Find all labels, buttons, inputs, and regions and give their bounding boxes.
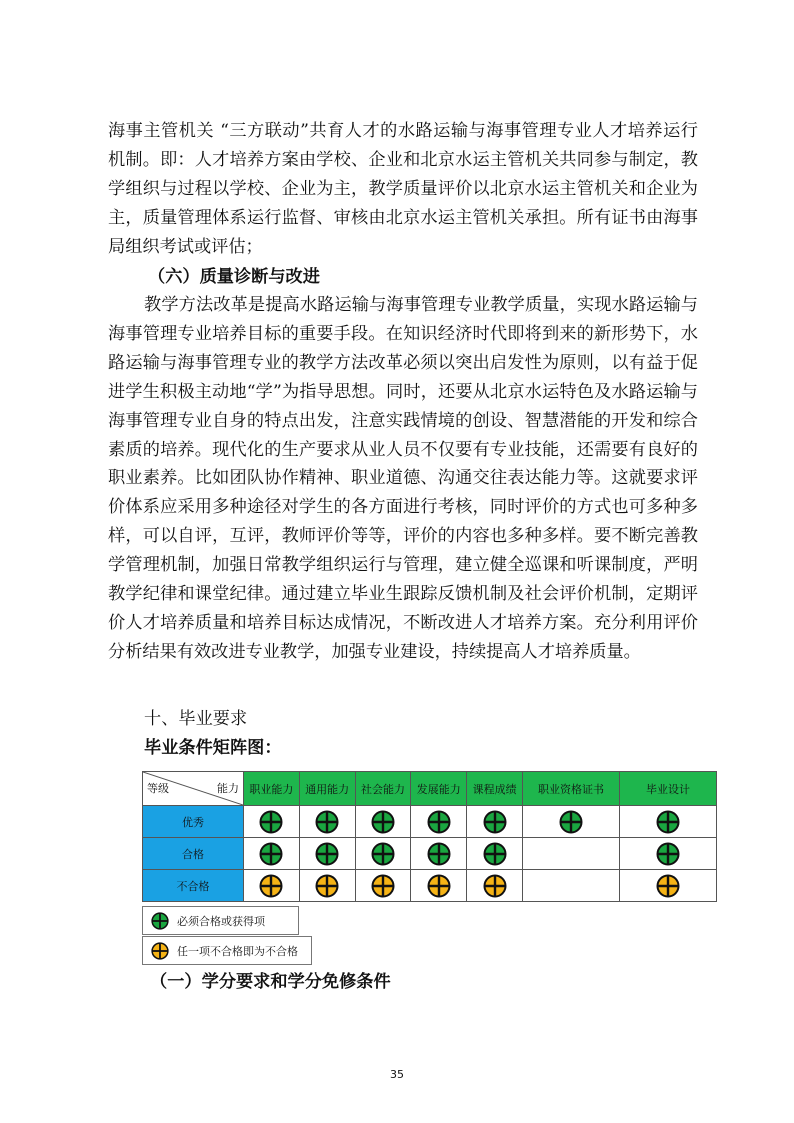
paragraph-mechanism: 海事主管机关 “三方联动”共育人才的水路运输与海事管理专业人才培养运行机制。即：人才培养方案由学校、企业和北京水运主管机关共同参与制定，教学组织与过程以学校、企业为主，教学质量评价以北京水运主管机关和企业为主，质量管理体系运行监督、审核由北京水运主管机关承担。所有证书由海事局组织考试或评估；	[108, 121, 698, 257]
green-plus-circle-icon	[427, 842, 451, 866]
green-plus-circle-icon	[483, 810, 507, 834]
yellow-plus-circle-icon	[427, 874, 451, 898]
column-header: 社会能力	[355, 772, 411, 806]
green-plus-circle-icon	[656, 810, 680, 834]
green-plus-circle-icon	[315, 810, 339, 834]
matrix-cell	[244, 806, 300, 838]
matrix-cell	[299, 838, 355, 870]
column-header: 职业资格证书	[523, 772, 620, 806]
matrix-row	[143, 806, 717, 838]
section-heading-quality-diagnosis: （六）质量诊断与改进	[148, 267, 320, 287]
grade-label: 合格	[143, 838, 244, 870]
section-heading-credit: （一）学分要求和学分免修条件	[150, 972, 391, 992]
legend-fail	[142, 936, 312, 965]
column-header: 职业能力	[244, 772, 300, 806]
yellow-plus-circle-icon	[151, 942, 169, 960]
section-heading-graduation: 十、毕业要求	[144, 709, 248, 729]
column-header: 毕业设计	[620, 772, 717, 806]
matrix-cell	[620, 870, 717, 902]
matrix-cell	[467, 870, 523, 902]
graduation-matrix-table	[142, 771, 717, 902]
green-plus-circle-icon	[483, 842, 507, 866]
matrix-cell	[244, 838, 300, 870]
green-plus-circle-icon	[427, 810, 451, 834]
yellow-plus-circle-icon	[315, 874, 339, 898]
green-plus-circle-icon	[559, 810, 583, 834]
green-plus-circle-icon	[371, 810, 395, 834]
yellow-plus-circle-icon	[259, 874, 283, 898]
matrix-cell	[467, 838, 523, 870]
matrix-cell	[411, 806, 467, 838]
grade-label: 不合格	[143, 870, 244, 902]
matrix-cell	[523, 806, 620, 838]
corner-ability-label: 能力	[217, 782, 239, 795]
green-plus-circle-icon	[259, 842, 283, 866]
matrix-cell	[523, 870, 620, 902]
column-header: 课程成绩	[467, 772, 523, 806]
grade-label: 优秀	[143, 806, 244, 838]
legend-fail-label: 任一项不合格即为不合格	[177, 944, 298, 958]
matrix-cell	[620, 806, 717, 838]
page-number: 35	[390, 1068, 404, 1081]
matrix-row	[143, 838, 717, 870]
legend-required-label: 必须合格或获得项	[177, 914, 265, 928]
yellow-plus-circle-icon	[371, 874, 395, 898]
matrix-cell	[299, 806, 355, 838]
yellow-plus-circle-icon	[656, 874, 680, 898]
matrix-cell	[411, 838, 467, 870]
matrix-cell	[355, 838, 411, 870]
matrix-row	[143, 870, 717, 902]
paragraph-teaching-reform: 教学方法改革是提高水路运输与海事管理专业教学质量，实现水路运输与海事管理专业培养目标的重要手段。在知识经济时代即将到来的新形势下，水路运输与海事管理专业的教学方法改革必须以突出启发性为原则，以有益于促进学生积极主动地“学”为指导思想。同时，还要从北京水运特色及水路运输与海事管理专业自身的特点出发，注意实践情境的创设、智慧潜能的开发和综合素质的培养。现代化的生产要求从业人员不仅要有专业技能，还需要有良好的职业素养。比如团队协作精神、职业道德、沟通交往表达能力等。这就要求评价体系应采用多种途径对学生的各方面进行考核，同时评价的方式也可多种多样，可以自评，互评，教师评价等等，评价的内容也多种多样。要不断完善教学管理机制，加强日常教学组织运行与管理，建立健全巡课和听课制度，严明教学纪律和课堂纪律。通过建立毕业生跟踪反馈机制及社会评价机制，定期评价人才培养质量和培养目标达成情况，不断改进人才培养方案。充分利用评价分析结果有效改进专业教学，加强专业建设，持续提高人才培养质量。	[108, 295, 698, 662]
matrix-cell	[244, 870, 300, 902]
corner-grade-label: 等级	[147, 782, 169, 795]
matrix-cell	[411, 870, 467, 902]
matrix-cell	[355, 806, 411, 838]
legend-required	[142, 906, 299, 935]
column-header: 通用能力	[299, 772, 355, 806]
matrix-title: 毕业条件矩阵图：	[144, 738, 282, 758]
yellow-plus-circle-icon	[483, 874, 507, 898]
matrix-cell	[355, 870, 411, 902]
matrix-corner-cell	[143, 772, 244, 806]
matrix-cell	[299, 870, 355, 902]
green-plus-circle-icon	[151, 912, 169, 930]
matrix-cell	[620, 838, 717, 870]
green-plus-circle-icon	[315, 842, 339, 866]
green-plus-circle-icon	[656, 842, 680, 866]
matrix-header-row	[143, 772, 717, 806]
matrix-cell	[467, 806, 523, 838]
matrix-cell	[523, 838, 620, 870]
column-header: 发展能力	[411, 772, 467, 806]
green-plus-circle-icon	[259, 810, 283, 834]
green-plus-circle-icon	[371, 842, 395, 866]
